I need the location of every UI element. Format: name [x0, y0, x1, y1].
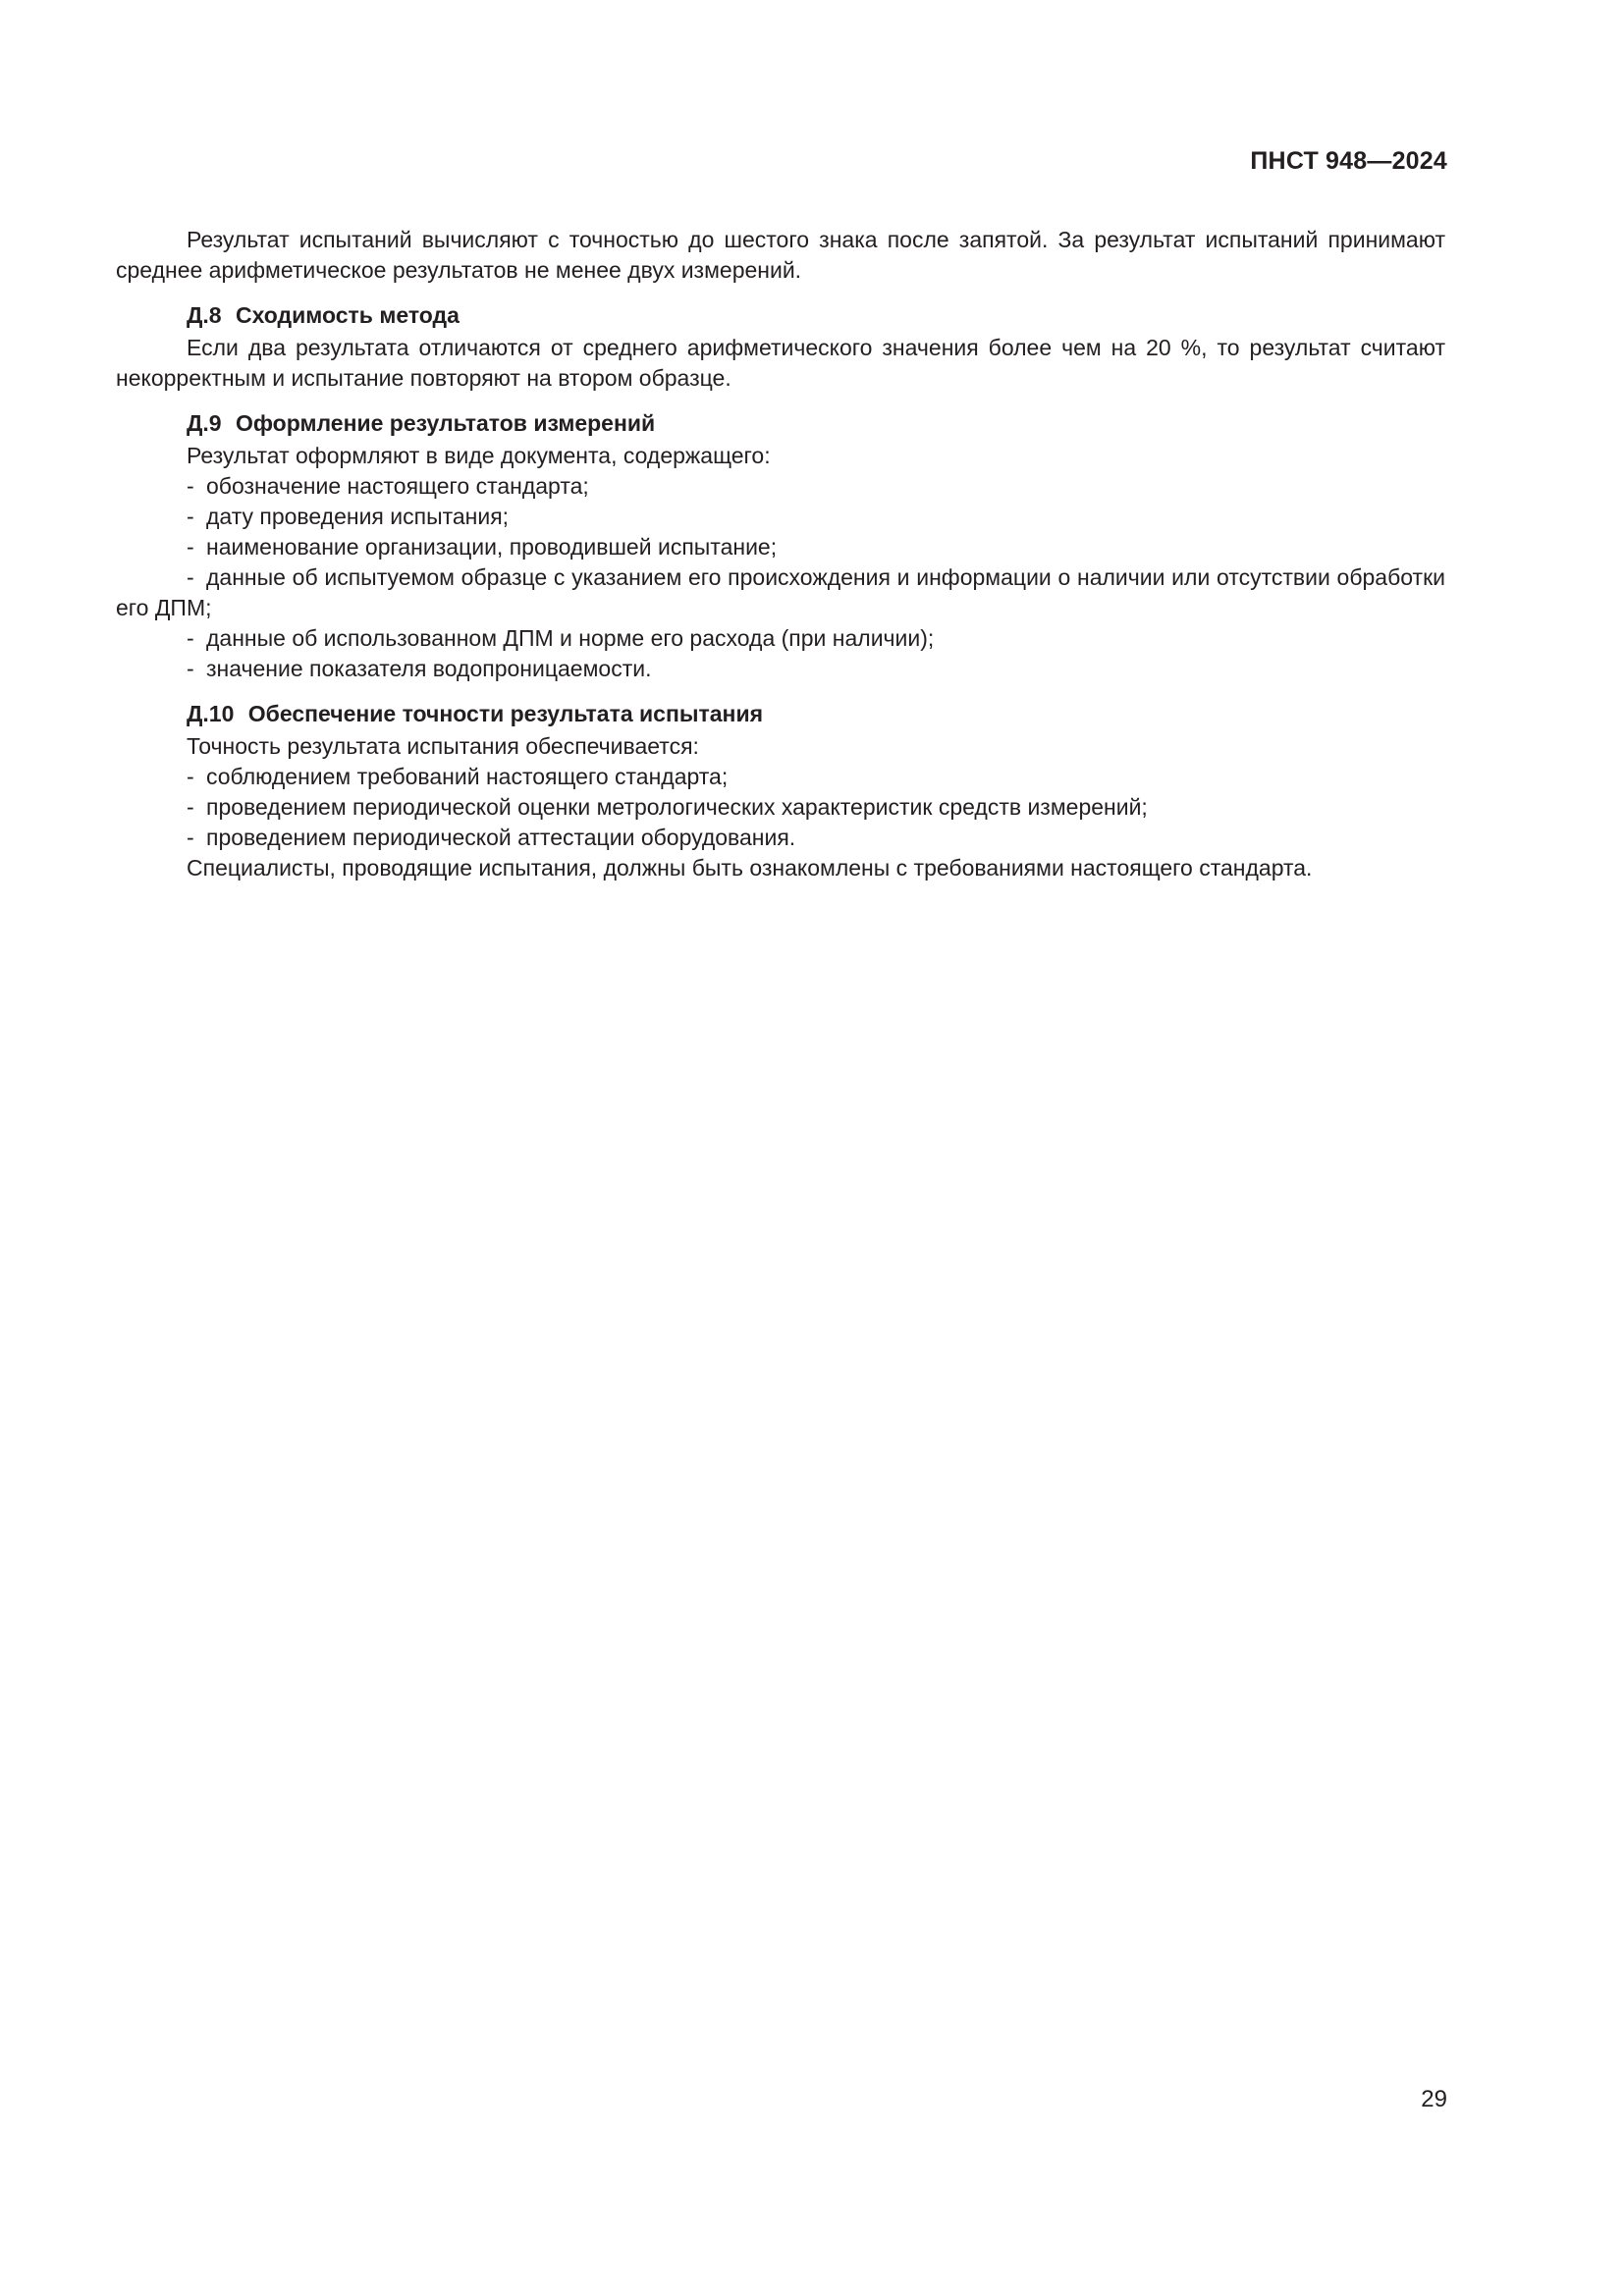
list-dash: -: [187, 794, 194, 820]
list-dash: -: [187, 656, 194, 681]
section-d8-title: Сходимость метода: [235, 302, 460, 328]
list-item: [116, 823, 1445, 853]
list-item: [116, 532, 1445, 562]
section-d10-title: Обеспечение точности результата испытания: [247, 701, 763, 726]
list-dash: -: [187, 564, 194, 590]
section-d8-heading: [116, 300, 1445, 331]
section-d10-heading: [116, 699, 1445, 729]
section-d10-number: Д.10: [187, 701, 235, 726]
section-d9-number: Д.9: [187, 410, 222, 436]
intro-paragraph: Результат испытаний вычисляют с точностью до шестого знака после запятой. За результат испытаний принимают среднее арифметическое результатов не менее двух измерений.: [116, 227, 1445, 283]
list-item: [116, 762, 1445, 792]
section-d9-lead: Результат оформляют в виде документа, содержащего:: [187, 443, 771, 468]
list-item: [116, 654, 1445, 684]
list-item: [116, 502, 1445, 532]
page-number: 29: [1421, 2086, 1447, 2112]
section-d8-paragraph: Если два результата отличаются от среднего арифметического значения более чем на 20 %, то результат считают некорректным и испытание повторяют на втором образце.: [116, 335, 1445, 391]
section-d8-number: Д.8: [187, 302, 222, 328]
list-dash: -: [187, 534, 194, 560]
list-item-text: обозначение настоящего стандарта;: [206, 473, 589, 499]
list-item: [116, 471, 1445, 502]
list-dash: -: [187, 764, 194, 789]
list-item: [116, 623, 1445, 654]
section-d9-list: [116, 471, 1445, 684]
standard-code: ПНСТ 948—2024: [1250, 147, 1447, 175]
section-d9-heading: [116, 408, 1445, 439]
section-d10-closing: Специалисты, проводящие испытания, должны быть ознакомлены с требованиями настоящего стандарта.: [187, 855, 1313, 881]
list-item-text: данные об испытуемом образце с указанием его происхождения и информации о наличии или отсутствии обработки его ДПМ;: [116, 564, 1445, 620]
list-item-text: наименование организации, проводившей испытание;: [206, 534, 778, 560]
section-d10-lead: Точность результата испытания обеспечивается:: [187, 733, 699, 759]
section-d9-title: Оформление результатов измерений: [235, 410, 656, 436]
list-item-text: проведением периодической оценки метрологических характеристик средств измерений;: [206, 794, 1148, 820]
list-item: [116, 562, 1445, 623]
list-dash: -: [187, 825, 194, 850]
list-item-text: соблюдением требований настоящего стандарта;: [206, 764, 729, 789]
list-dash: -: [187, 625, 194, 651]
list-dash: -: [187, 473, 194, 499]
list-dash: -: [187, 504, 194, 529]
section-d10-list: [116, 762, 1445, 853]
document-body: [116, 225, 1445, 883]
list-item: [116, 792, 1445, 823]
list-item-text: значение показателя водопроницаемости.: [206, 656, 652, 681]
list-item-text: данные об использованном ДПМ и норме его расхода (при наличии);: [206, 625, 935, 651]
list-item-text: проведением периодической аттестации оборудования.: [206, 825, 796, 850]
list-item-text: дату проведения испытания;: [206, 504, 510, 529]
